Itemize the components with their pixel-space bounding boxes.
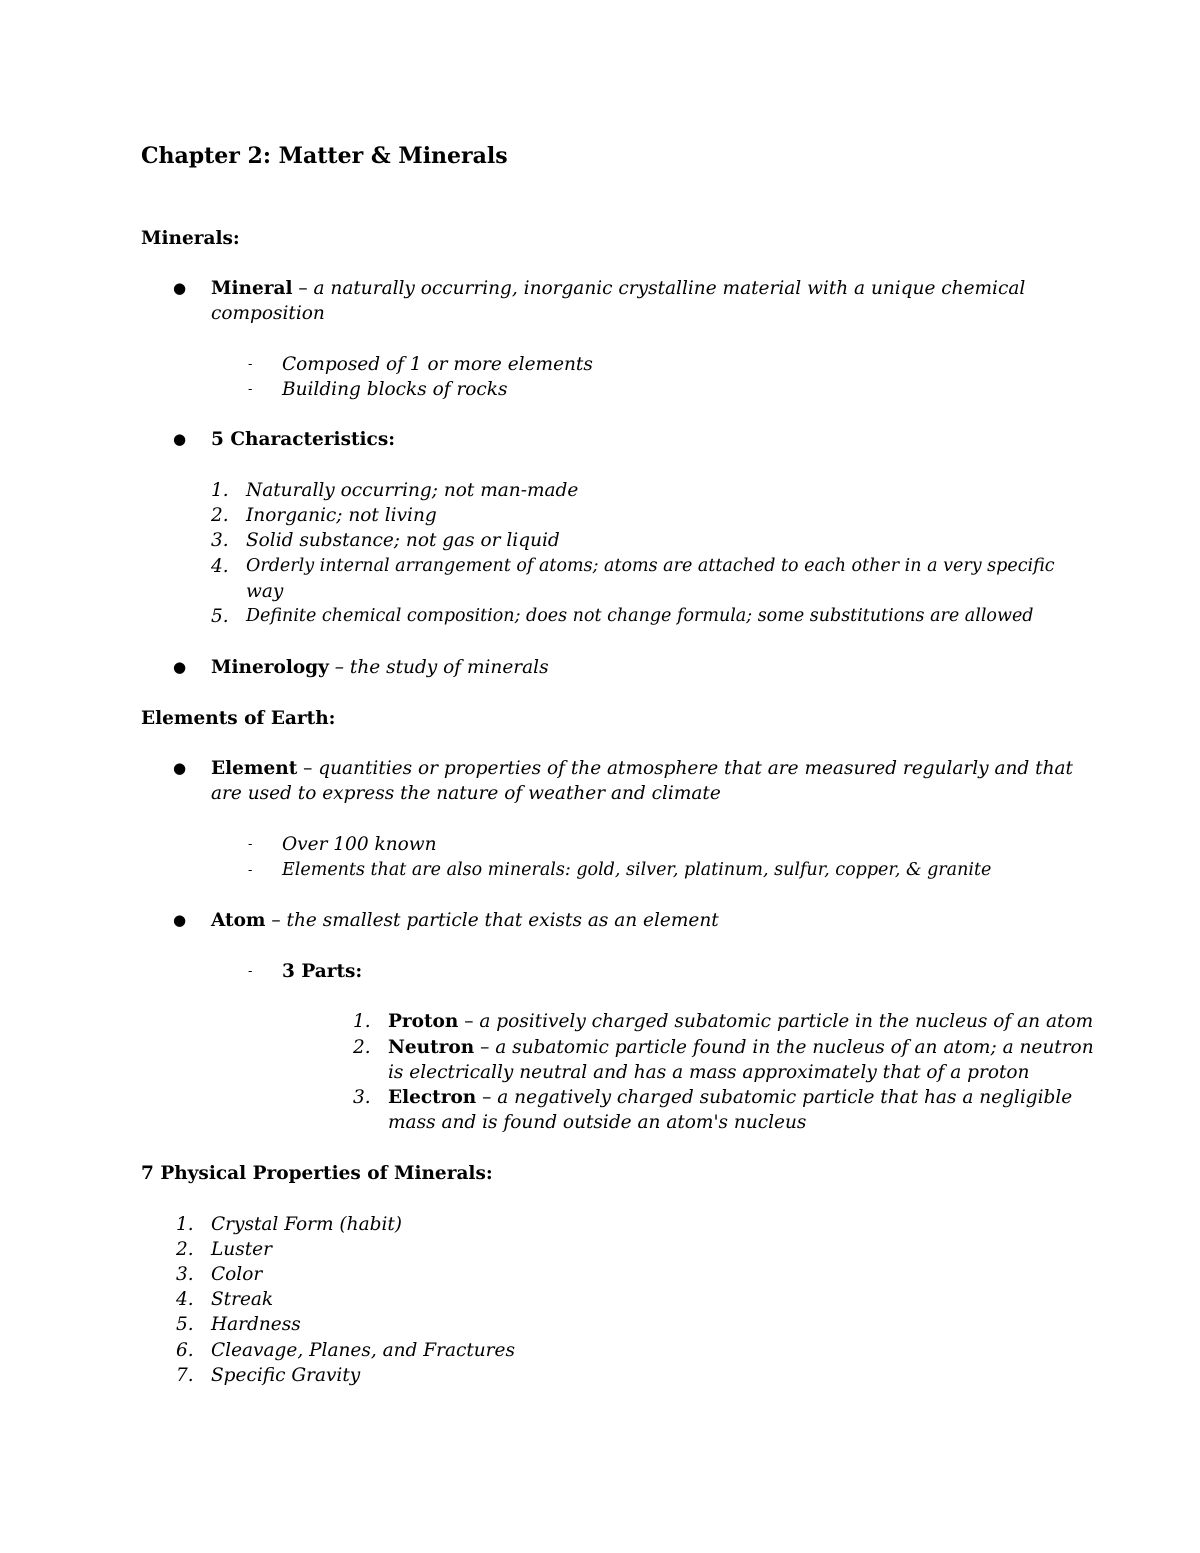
characteristics-label: 5 Characteristics: (211, 429, 396, 450)
definition-minerology (211, 655, 549, 680)
term-electron: Electron (388, 1087, 477, 1108)
separator: – (458, 1011, 480, 1032)
list-number: 4. (211, 556, 229, 577)
list-item: Streak (211, 1289, 274, 1310)
bullet-icon: ● (173, 658, 187, 676)
list-number: 4. (176, 1289, 194, 1310)
list-number: 5. (211, 606, 229, 627)
separator: – (328, 657, 350, 678)
list-item: Specific Gravity (211, 1365, 361, 1386)
subpoint: Elements that are also minerals: gold, silver, platinum, sulfur, copper, & granite (282, 860, 992, 880)
definition-mineral (211, 276, 1025, 301)
dash-icon: - (248, 837, 253, 852)
atom-parts-label: 3 Parts: (282, 961, 363, 982)
definition-text: a positively charged subatomic particle in the nucleus of an atom (479, 1011, 1094, 1032)
list-number: 7. (176, 1365, 194, 1386)
list-item-continued: way (246, 581, 284, 602)
definition-text: the smallest particle that exists as an element (286, 910, 719, 931)
separator: – (265, 910, 287, 931)
list-number: 1. (353, 1011, 371, 1032)
definition-text: the study of minerals (349, 657, 549, 678)
list-number: 3. (353, 1087, 371, 1108)
list-number: 2. (353, 1037, 371, 1058)
term-minerology: Minerology (211, 657, 329, 678)
separator: – (297, 758, 319, 779)
definition-text-continued: are used to express the nature of weather and climate (211, 783, 721, 804)
list-item: Cleavage, Planes, and Fractures (211, 1340, 515, 1361)
dash-icon: - (248, 382, 253, 397)
section-heading-elements: Elements of Earth: (141, 708, 336, 729)
term-proton: Proton (388, 1011, 459, 1032)
list-number: 5. (176, 1314, 194, 1335)
list-item: Orderly internal arrangement of atoms; atoms are attached to each other in a very specific (246, 556, 1055, 576)
list-item: Solid substance; not gas or liquid (246, 530, 560, 551)
atom-part-neutron (388, 1035, 1094, 1060)
dash-icon: - (248, 357, 253, 372)
definition-text: quantities or properties of the atmosphere that are measured regularly and that (318, 758, 1073, 779)
list-number: 2. (211, 505, 229, 526)
list-number: 1. (176, 1214, 194, 1235)
list-item: Color (211, 1264, 263, 1285)
subpoint: Building blocks of rocks (282, 379, 508, 400)
definition-text-continued: mass and is found outside an atom's nucleus (388, 1112, 807, 1133)
definition-text: a subatomic particle found in the nucleus of an atom; a neutron (495, 1037, 1094, 1058)
definition-text-continued: composition (211, 303, 325, 324)
list-item: Naturally occurring; not man-made (246, 480, 579, 501)
list-item: Luster (211, 1239, 272, 1260)
list-item: Inorganic; not living (246, 505, 437, 526)
definition-text-continued: is electrically neutral and has a mass approximately that of a proton (388, 1062, 1030, 1083)
list-number: 3. (176, 1264, 194, 1285)
term-neutron: Neutron (388, 1037, 475, 1058)
section-heading-minerals: Minerals: (141, 228, 240, 249)
atom-part-proton (388, 1009, 1093, 1034)
atom-part-electron (388, 1085, 1072, 1110)
list-number: 2. (176, 1239, 194, 1260)
list-item: Hardness (211, 1314, 301, 1335)
bullet-icon: ● (173, 279, 187, 297)
list-number: 1. (211, 480, 229, 501)
definition-text: a naturally occurring, inorganic crystalline material with a unique chemical (313, 278, 1026, 299)
term-mineral: Mineral (211, 278, 293, 299)
separator: – (476, 1087, 498, 1108)
section-heading-properties: 7 Physical Properties of Minerals: (141, 1163, 493, 1184)
page-title: Chapter 2: Matter & Minerals (141, 143, 508, 169)
dash-icon: - (248, 863, 253, 878)
separator: – (292, 278, 314, 299)
dash-icon: - (248, 964, 253, 979)
separator: – (474, 1037, 496, 1058)
bullet-icon: ● (173, 911, 187, 929)
subpoint: Composed of 1 or more elements (282, 354, 593, 375)
list-item: Crystal Form (habit) (211, 1214, 403, 1235)
list-number: 6. (176, 1340, 194, 1361)
list-number: 3. (211, 530, 229, 551)
definition-element (211, 756, 1073, 781)
subpoint: Over 100 known (282, 834, 437, 855)
term-atom: Atom (211, 910, 266, 931)
term-element: Element (211, 758, 298, 779)
definition-atom (211, 908, 719, 933)
list-item: Definite chemical composition; does not change formula; some substitutions are allowed (246, 606, 1034, 626)
bullet-icon: ● (173, 430, 187, 448)
definition-text: a negatively charged subatomic particle that has a negligible (497, 1087, 1073, 1108)
bullet-icon: ● (173, 759, 187, 777)
